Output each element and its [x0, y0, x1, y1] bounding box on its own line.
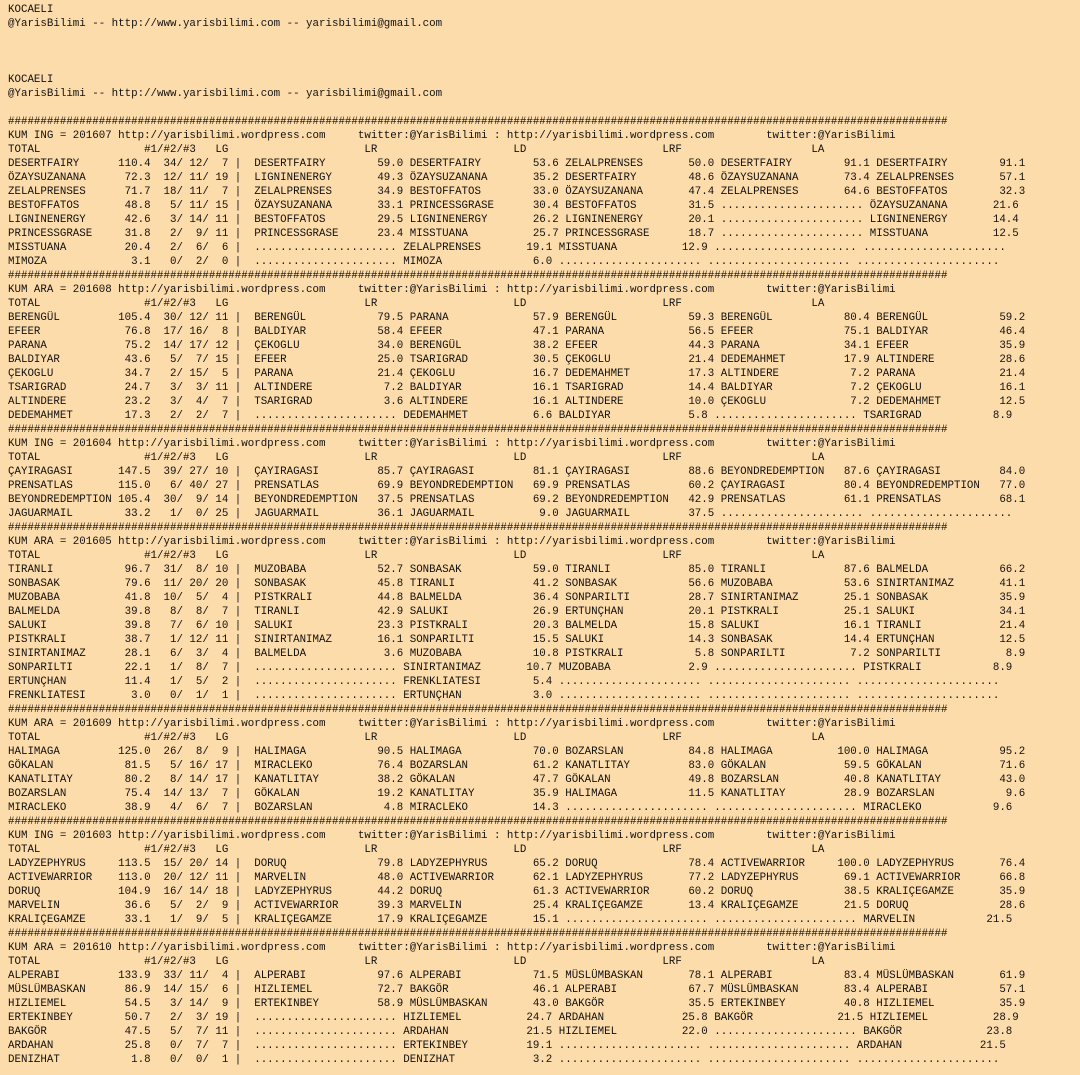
race-header: KUM ARA = 201610 http://yarisbilimi.wordpress.com twitter:@YarisBilimi : http://yarisbilimi.wordpress.com twitter:@YarisBilimi: [8, 942, 896, 954]
section-divider: #################################################################################################################################################: [8, 704, 948, 716]
table-row: MÜSLÜMBASKAN 86.9 14/ 15/ 6 | HIZLIEMEL 72.7 BAKGÖR 46.1 ALPERABI 67.7 MÜSLÜMBASKAN 83.4 ALPERABI 57.1: [8, 984, 1026, 996]
table-row: BALMELDA 39.8 8/ 8/ 7 | TIRANLI 42.9 SALUKI 26.9 ERTUNÇHAN 20.1 PISTKRALI 25.1 SALUKI 34.1: [8, 606, 1026, 618]
table-row: MISSTUANA 20.4 2/ 6/ 6 | ...................... ZELALPRENSES 19.1 MISSTUANA 12.9 ...................... ......................: [8, 242, 1006, 254]
table-row: DEDEMAHMET 17.3 2/ 2/ 7 | ...................... DEDEMAHMET 6.6 BALDIYAR 5.8 ...................... TSARIGRAD 8.9: [8, 410, 1013, 422]
table-row: ÇAYIRAGASI 147.5 39/ 27/ 10 | ÇAYIRAGASI 85.7 ÇAYIRAGASI 81.1 ÇAYIRAGASI 88.6 BEYONDREDEMPTION 87.6 ÇAYIRAGASI 84.0: [8, 466, 1026, 478]
table-row: BOZARSLAN 75.4 14/ 13/ 7 | GÖKALAN 19.2 KANATLITAY 35.9 HALIMAGA 11.5 KANATLITAY 28.9 BOZARSLAN 9.6: [8, 788, 1026, 800]
table-row: ARDAHAN 25.8 0/ 7/ 7 | ...................... ERTEKINBEY 19.1 ...................... ...................... ARDAHAN 21.5: [8, 1040, 1006, 1052]
table-row: BESTOFFATOS 48.8 5/ 11/ 15 | ÖZAYSUZANANA 33.1 PRINCESSGRASE 30.4 BESTOFFATOS 31.5 ...................... ÖZAYSUZANANA 21.6: [8, 200, 1019, 212]
table-row: BALDIYAR 43.6 5/ 7/ 15 | EFEER 25.0 TSARIGRAD 30.5 ÇEKOGLU 21.4 DEDEMAHMET 17.9 ALTINDERE 28.6: [8, 354, 1026, 366]
table-row: DESERTFAIRY 110.4 34/ 12/ 7 | DESERTFAIRY 59.0 DESERTFAIRY 53.6 ZELALPRENSES 50.0 DESERTFAIRY 91.1 DESERTFAIRY 91.1: [8, 158, 1026, 170]
race-header: KUM ING = 201603 http://yarisbilimi.wordpress.com twitter:@YarisBilimi : http://yarisbilimi.wordpress.com twitter:@YarisBilimi: [8, 830, 896, 842]
table-row: BAKGÖR 47.5 5/ 7/ 11 | ...................... ARDAHAN 21.5 HIZLIEMEL 22.0 ...................... BAKGÖR 23.8: [8, 1026, 1013, 1038]
table-row: MIMOZA 3.1 0/ 2/ 0 | ...................... MIMOZA 6.0 ...................... ...................... ......................: [8, 256, 1000, 268]
table-row: SALUKI 39.8 7/ 6/ 10 | SALUKI 23.3 PISTKRALI 20.3 BALMELDA 15.8 SALUKI 16.1 TIRANLI 21.4: [8, 620, 1026, 632]
race-header: KUM ARA = 201608 http://yarisbilimi.wordpress.com twitter:@YarisBilimi : http://yarisbilimi.wordpress.com twitter:@YarisBilimi: [8, 284, 896, 296]
column-header: TOTAL #1/#2/#3 LG LR LD LRF LA: [8, 298, 825, 310]
table-row: MIRACLEKO 38.9 4/ 6/ 7 | BOZARSLAN 4.8 MIRACLEKO 14.3 ...................... ...................... MIRACLEKO 9.6: [8, 802, 1013, 814]
table-row: ÇEKOGLU 34.7 2/ 15/ 5 | PARANA 21.4 ÇEKOGLU 16.7 DEDEMAHMET 17.3 ALTINDERE 7.2 PARANA 21.4: [8, 368, 1026, 380]
column-header: TOTAL #1/#2/#3 LG LR LD LRF LA: [8, 732, 825, 744]
location-title: KOCAELI: [8, 74, 54, 86]
section-divider: #################################################################################################################################################: [8, 928, 948, 940]
blank-line: [8, 31, 1080, 45]
table-row: SONPARILTI 22.1 1/ 8/ 7 | ...................... SINIRTANIMAZ 10.7 MUZOBABA 2.9 ...................... PISTKRALI 8.9: [8, 662, 1013, 674]
section-divider: #################################################################################################################################################: [8, 270, 948, 282]
table-row: PARANA 75.2 14/ 17/ 12 | ÇEKOGLU 34.0 BERENGÜL 38.2 EFEER 44.3 PARANA 34.1 EFEER 35.9: [8, 340, 1026, 352]
table-row: ERTEKINBEY 50.7 2/ 3/ 19 | ...................... HIZLIEMEL 24.7 ARDAHAN 25.8 BAKGÖR 21.5 HIZLIEMEL 28.9: [8, 1012, 1019, 1024]
column-header: TOTAL #1/#2/#3 LG LR LD LRF LA: [8, 550, 825, 562]
table-row: KRALIÇEGAMZE 33.1 1/ 9/ 5 | KRALIÇEGAMZE 17.9 KRALIÇEGAMZE 15.1 ...................... ...................... MARVELIN 21.5: [8, 914, 1013, 926]
race-header: KUM ARA = 201605 http://yarisbilimi.wordpress.com twitter:@YarisBilimi : http://yarisbilimi.wordpress.com twitter:@YarisBilimi: [8, 536, 896, 548]
column-header: TOTAL #1/#2/#3 LG LR LD LRF LA: [8, 956, 825, 968]
table-row: ALTINDERE 23.2 3/ 4/ 7 | TSARIGRAD 3.6 ALTINDERE 16.1 ALTINDERE 10.0 ÇEKOGLU 7.2 DEDEMAHMET 12.5: [8, 396, 1026, 408]
table-row: FRENKLIATESI 3.0 0/ 1/ 1 | ...................... ERTUNÇHAN 3.0 ...................... ...................... ......................: [8, 690, 1000, 702]
section-divider: #################################################################################################################################################: [8, 522, 948, 534]
race-header: KUM ING = 201604 http://yarisbilimi.wordpress.com twitter:@YarisBilimi : http://yarisbilimi.wordpress.com twitter:@YarisBilimi: [8, 438, 896, 450]
table-row: ERTUNÇHAN 11.4 1/ 5/ 2 | ...................... FRENKLIATESI 5.4 ...................... ...................... ......................: [8, 676, 1000, 688]
table-row: DORUQ 104.9 16/ 14/ 18 | LADYZEPHYRUS 44.2 DORUQ 61.3 ACTIVEWARRIOR 60.2 DORUQ 38.5 KRALIÇEGAMZE 35.9: [8, 886, 1026, 898]
blank-line: [8, 59, 1080, 73]
table-row: LIGNINENERGY 42.6 3/ 14/ 11 | BESTOFFATOS 29.5 LIGNINENERGY 26.2 LIGNINENERGY 20.1 ...................... LIGNINENERGY 14.4: [8, 214, 1019, 226]
table-row: ÖZAYSUZANANA 72.3 12/ 11/ 19 | LIGNINENERGY 49.3 ÖZAYSUZANANA 35.2 DESERTFAIRY 48.6 ÖZAYSUZANANA 73.4 ZELALPRENSES 57.1: [8, 172, 1026, 184]
table-row: HIZLIEMEL 54.5 3/ 14/ 9 | ERTEKINBEY 58.9 MÜSLÜMBASKAN 43.0 BAKGÖR 35.5 ERTEKINBEY 40.8 HIZLIEMEL 35.9: [8, 998, 1026, 1010]
race-header: KUM ARA = 201609 http://yarisbilimi.wordpress.com twitter:@YarisBilimi : http://yarisbilimi.wordpress.com twitter:@YarisBilimi: [8, 718, 896, 730]
table-row: LADYZEPHYRUS 113.5 15/ 20/ 14 | DORUQ 79.8 LADYZEPHYRUS 65.2 DORUQ 78.4 ACTIVEWARRIOR 100.0 LADYZEPHYRUS 76.4: [8, 858, 1026, 870]
table-row: PRENSATLAS 115.0 6/ 40/ 27 | PRENSATLAS 69.9 BEYONDREDEMPTION 69.9 PRENSATLAS 60.2 ÇAYIRAGASI 80.4 BEYONDREDEMPTION 77.0: [8, 480, 1026, 492]
table-row: ACTIVEWARRIOR 113.0 20/ 12/ 11 | MARVELIN 48.0 ACTIVEWARRIOR 62.1 LADYZEPHYRUS 77.2 LADYZEPHYRUS 69.1 ACTIVEWARRIOR 66.8: [8, 872, 1026, 884]
blank-line: [8, 45, 1080, 59]
column-header: TOTAL #1/#2/#3 LG LR LD LRF LA: [8, 452, 825, 464]
table-row: BERENGÜL 105.4 30/ 12/ 11 | BERENGÜL 79.5 PARANA 57.9 BERENGÜL 59.3 BERENGÜL 80.4 BERENGÜL 59.2: [8, 312, 1026, 324]
section-divider: #################################################################################################################################################: [8, 424, 948, 436]
column-header: TOTAL #1/#2/#3 LG LR LD LRF LA: [8, 844, 825, 856]
table-row: TIRANLI 96.7 31/ 8/ 10 | MUZOBABA 52.7 SONBASAK 59.0 TIRANLI 85.0 TIRANLI 87.6 BALMELDA 66.2: [8, 564, 1026, 576]
table-row: PRINCESSGRASE 31.8 2/ 9/ 11 | PRINCESSGRASE 23.4 MISSTUANA 25.7 PRINCESSGRASE 18.7 ...................... MISSTUANA 12.5: [8, 228, 1019, 240]
table-row: DENIZHAT 1.8 0/ 0/ 1 | ...................... DENIZHAT 3.2 ...................... ...................... ......................: [8, 1054, 1000, 1066]
table-row: MARVELIN 36.6 5/ 2/ 9 | ACTIVEWARRIOR 39.3 MARVELIN 25.4 KRALIÇEGAMZE 13.4 KRALIÇEGAMZE 21.5 DORUQ 28.6: [8, 900, 1026, 912]
table-row: TSARIGRAD 24.7 3/ 3/ 11 | ALTINDERE 7.2 BALDIYAR 16.1 TSARIGRAD 14.4 BALDIYAR 7.2 ÇEKOGLU 16.1: [8, 382, 1026, 394]
table-row: PISTKRALI 38.7 1/ 12/ 11 | SINIRTANIMAZ 16.1 SONPARILTI 15.5 SALUKI 14.3 SONBASAK 14.4 ERTUNÇHAN 12.5: [8, 634, 1026, 646]
section-divider: #################################################################################################################################################: [8, 116, 948, 128]
table-row: JAGUARMAIL 33.2 1/ 0/ 25 | JAGUARMAIL 36.1 JAGUARMAIL 9.0 JAGUARMAIL 37.5 ...................... ......................: [8, 508, 1013, 520]
section-divider: #################################################################################################################################################: [8, 816, 948, 828]
table-row: GÖKALAN 81.5 5/ 16/ 17 | MIRACLEKO 76.4 BOZARSLAN 61.2 KANATLITAY 83.0 GÖKALAN 59.5 GÖKALAN 71.6: [8, 760, 1026, 772]
table-row: SONBASAK 79.6 11/ 20/ 20 | SONBASAK 45.8 TIRANLI 41.2 SONBASAK 56.6 MUZOBABA 53.6 SINIRTANIMAZ 41.1: [8, 578, 1026, 590]
race-header: KUM ING = 201607 http://yarisbilimi.wordpress.com twitter:@YarisBilimi : http://yarisbilimi.wordpress.com twitter:@YarisBilimi: [8, 130, 896, 142]
column-header: TOTAL #1/#2/#3 LG LR LD LRF LA: [8, 144, 825, 156]
table-row: BEYONDREDEMPTION 105.4 30/ 9/ 14 | BEYONDREDEMPTION 37.5 PRENSATLAS 69.2 BEYONDREDEMPTION 42.9 PRENSATLAS 61.1 PRENSATLAS 68.1: [8, 494, 1026, 506]
table-row: HALIMAGA 125.0 26/ 8/ 9 | HALIMAGA 90.5 HALIMAGA 70.0 BOZARSLAN 84.8 HALIMAGA 100.0 HALIMAGA 95.2: [8, 746, 1026, 758]
table-row: KANATLITAY 80.2 8/ 14/ 17 | KANATLITAY 38.2 GÖKALAN 47.7 GÖKALAN 49.8 BOZARSLAN 40.8 KANATLITAY 43.0: [8, 774, 1026, 786]
contact-line: @YarisBilimi -- http://www.yarisbilimi.com -- yarisbilimi@gmail.com: [8, 88, 443, 100]
table-row: SINIRTANIMAZ 28.1 6/ 3/ 4 | BALMELDA 3.6 MUZOBABA 10.8 PISTKRALI 5.8 SONPARILTI 7.2 SONPARILTI 8.9: [8, 648, 1026, 660]
table-row: MUZOBABA 41.8 10/ 5/ 4 | PISTKRALI 44.8 BALMELDA 36.4 SONPARILTI 28.7 SINIRTANIMAZ 25.1 SONBASAK 35.9: [8, 592, 1026, 604]
blank-line: [8, 101, 1080, 115]
location-title: KOCAELI: [8, 4, 54, 16]
table-row: EFEER 76.8 17/ 16/ 8 | BALDIYAR 58.4 EFEER 47.1 PARANA 56.5 EFEER 75.1 BALDIYAR 46.4: [8, 326, 1026, 338]
table-row: ZELALPRENSES 71.7 18/ 11/ 7 | ZELALPRENSES 34.9 BESTOFFATOS 33.0 ÖZAYSUZANANA 47.4 ZELALPRENSES 64.6 BESTOFFATOS 32.3: [8, 186, 1026, 198]
contact-line: @YarisBilimi -- http://www.yarisbilimi.com -- yarisbilimi@gmail.com: [8, 18, 443, 30]
table-row: ALPERABI 133.9 33/ 11/ 4 | ALPERABI 97.6 ALPERABI 71.5 MÜSLÜMBASKAN 78.1 ALPERABI 83.4 MÜSLÜMBASKAN 61.9: [8, 970, 1026, 982]
